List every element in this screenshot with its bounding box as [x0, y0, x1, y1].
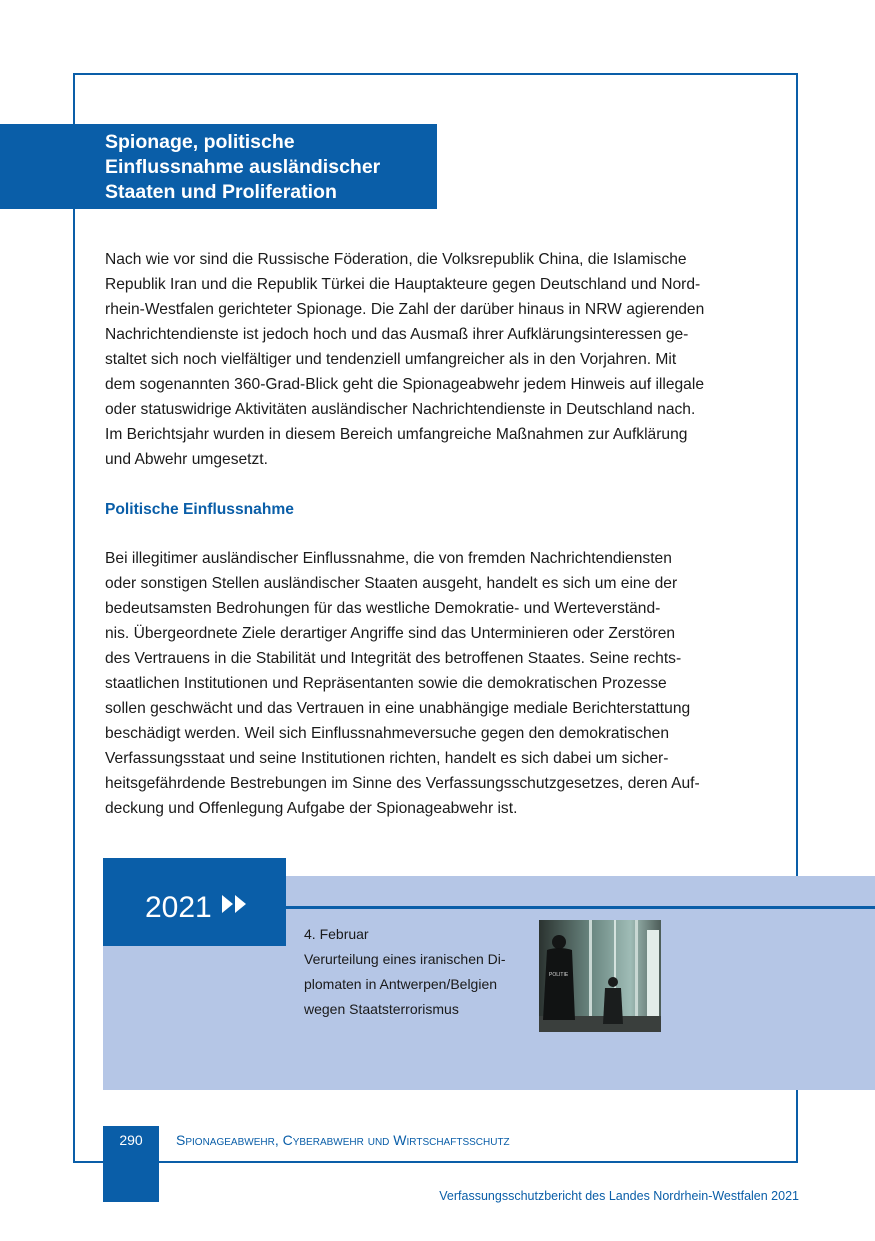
- event-photo: [539, 920, 661, 1032]
- text-line: und Abwehr umgesetzt.: [105, 451, 268, 468]
- timeline-line: [286, 906, 875, 909]
- subheading: Politische Einflussnahme: [105, 501, 294, 518]
- running-head-initial: C: [282, 1132, 293, 1148]
- text-line: dem sogenannten 360-Grad-Blick geht die Spionageabwehr jedem Hinweis auf illegale: [105, 376, 704, 393]
- text-line: deckung und Offenlegung Aufgabe der Spionageabwehr ist.: [105, 800, 518, 817]
- text-line: rhein-Westfalen gerichteter Spionage. Die Zahl der darüber hinaus in NRW agierenden: [105, 301, 705, 318]
- text-line: heitsgefährdende Bestrebungen im Sinne des Verfassungsschutzgesetzes, deren Auf-: [105, 775, 700, 792]
- text-line: staltet sich noch vielfältiger und tendenziell umfangreicher als in den Vorjahren. Mit: [105, 351, 677, 368]
- event-date: 4. Februar: [304, 926, 369, 942]
- text-line: Republik Iran und die Republik Türkei die Hauptakteure gegen Deutschland und Nord-: [105, 276, 701, 293]
- text-line: Nach wie vor sind die Russische Föderation, die Volksrepublik China, die Islamische: [105, 251, 687, 268]
- text-line: sollen geschwächt und das Vertrauen in eine unabhängige mediale Berichterstattung: [105, 700, 691, 717]
- text-line: staatlichen Institutionen und Repräsentanten sowie die demokratischen Prozesse: [105, 675, 667, 692]
- running-head-word: und: [367, 1132, 390, 1148]
- running-head-initial: W: [393, 1132, 407, 1148]
- page-footer: Verfassungsschutzbericht des Landes Nordrhein-Westfalen 2021: [439, 1189, 799, 1203]
- text-line: Im Berichtsjahr wurden in diesem Bereich umfangreiche Maßnahmen zur Aufklärung: [105, 426, 688, 443]
- text-line: des Vertrauens in die Stabilität und Integrität des betroffenen Staates. Seine rechts-: [105, 650, 682, 667]
- event-text-line: wegen Staatsterrorismus: [304, 1001, 459, 1017]
- text-line: Bei illegitimer ausländischer Einflussnahme, die von fremden Nachrichtendiensten: [105, 550, 672, 567]
- running-head-word: yberabwehr: [292, 1132, 364, 1148]
- double-chevron-right-icon: [220, 856, 250, 956]
- text-line: nis. Übergeordnete Ziele derartiger Angriffe sind das Unterminieren oder Zerstören: [105, 625, 676, 642]
- influence-paragraph: [105, 546, 775, 821]
- text-line: Verfassungsstaat und seine Institutionen richten, handelt es sich dabei um sicher-: [105, 750, 669, 767]
- running-head-initial: S: [176, 1132, 186, 1148]
- running-head-separator: ,: [274, 1132, 283, 1148]
- event-text-line: plomaten in Antwerpen/Belgien: [304, 976, 498, 992]
- section-title-line: Spionage, politische: [105, 131, 295, 153]
- text-line: Nachrichtendienste ist jedoch hoch und das Ausmaß ihrer Aufklärungsinteressen ge-: [105, 326, 689, 343]
- section-title-line: Einflussnahme ausländischer: [105, 156, 381, 178]
- timeline-year-box: [103, 858, 286, 946]
- text-line: oder sonstigen Stellen ausländischer Staaten ausgeht, handelt es sich um eine der: [105, 575, 678, 592]
- text-line: oder statuswidrige Aktivitäten ausländischer Nachrichtendienste in Deutschland nach.: [105, 401, 696, 418]
- running-head-word: irtschaftsschutz: [406, 1132, 510, 1148]
- photo-label: POLITIE: [549, 972, 569, 978]
- timeline-event: [304, 922, 506, 1022]
- section-title-line: Staaten und Proliferation: [105, 181, 337, 203]
- section-title: [0, 124, 437, 209]
- text-line: beschädigt werden. Weil sich Einflussnahmeversuche gegen den demokratischen: [105, 725, 670, 742]
- running-head-word: pionageabwehr: [185, 1132, 275, 1148]
- intro-paragraph: [105, 247, 775, 472]
- event-text-line: Verurteilung eines iranischen Di-: [304, 951, 506, 967]
- text-line: bedeutsamsten Bedrohungen für das westliche Demokratie- und Werteverständ-: [105, 600, 661, 617]
- page-number: 290: [103, 1126, 159, 1202]
- timeline-year: 2021: [145, 891, 212, 924]
- running-head: [176, 1128, 510, 1152]
